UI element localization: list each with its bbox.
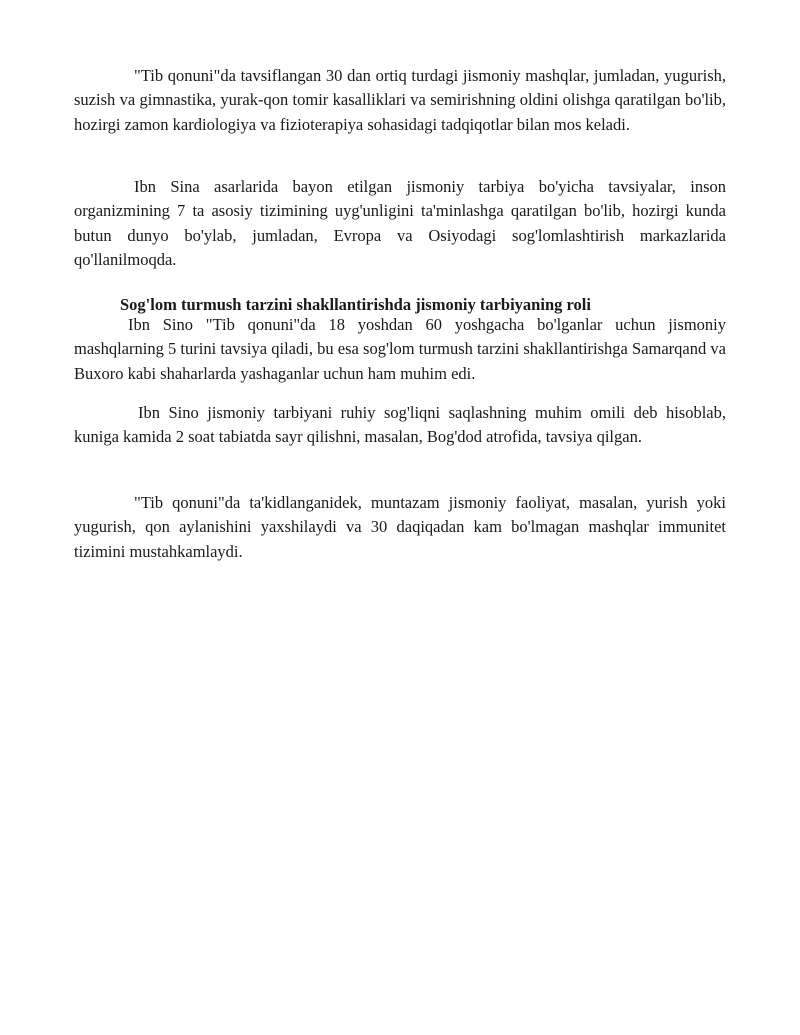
paragraph: Ibn Sina asarlarida bayon etilgan jismoniy tarbiya bo'yicha tavsiyalar, inson organizmining 7 ta asosiy tizimining uyg'unligini ta'minlashga qaratilgan bo'lib, hozirgi kunda butun dunyo bo'ylab, jumladan, Evropa va Osiyodagi sog'lomlashtirish markazlarida qo'llanilmoqda. (74, 177, 726, 269)
paragraph: "Tib qonuni"da ta'kidlanganidek, muntazam jismoniy faoliyat, masalan, yurish yoki yugurish, qon aylanishini yaxshilaydi va 30 daqiqadan kam bo'lmagan mashqlar immunitet tizimini mustahkamlaydi. (74, 493, 726, 561)
paragraph: "Tib qonuni"da tavsiflangan 30 dan ortiq turdagi jismoniy mashqlar, jumladan, yugurish, suzish va gimnastika, yurak-qon tomir kasalliklari va semirishning oldini olishga qaratilgan bo'lib, hozirgi zamon kardiologiya va fizioterapiya sohasidagi tadqiqotlar bilan mos keladi. (74, 66, 726, 134)
paragraph: Ibn Sino jismoniy tarbiyani ruhiy sog'liqni saqlashning muhim omili deb hisoblab, kuniga kamida 2 soat tabiatda sayr qilishni, masalan, Bog'dod atrofida, tavsiya qilgan. (74, 403, 726, 447)
paragraph: Ibn Sino "Tib qonuni"da 18 yoshdan 60 yoshgacha bo'lganlar uchun jismoniy mashqlarning 5 turini tavsiya qiladi, bu esa sog'lom turmush tarzini shakllantirishga Samarqand va Buxoro kabi shaharlarda yashaganlar uchun ham muhim edi. (74, 315, 726, 383)
section-heading: Sog'lom turmush tarzini shakllantirishda jismoniy tarbiyaning roli (120, 295, 591, 314)
